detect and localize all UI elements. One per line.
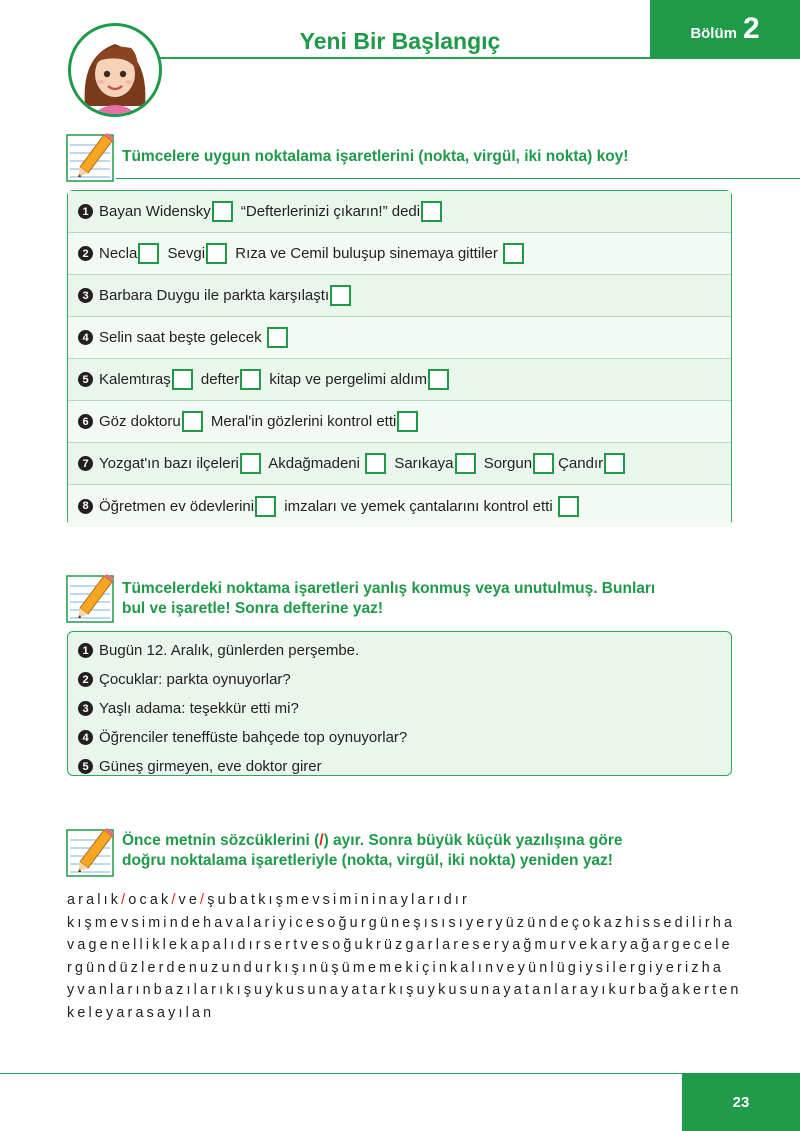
answer-box[interactable]: [604, 453, 625, 474]
answer-box[interactable]: [365, 453, 386, 474]
item-number: 7: [78, 456, 93, 471]
answer-box[interactable]: [182, 411, 203, 432]
section-3-header: [66, 828, 800, 880]
item-number: 5: [78, 759, 93, 774]
item-text: Güneş girmeyen, eve doktor girer: [99, 758, 322, 775]
item-number: 2: [78, 246, 93, 261]
exercise-item: [68, 233, 731, 275]
section-3-instruction: [122, 831, 780, 871]
slash-mark: /: [200, 892, 208, 908]
item-text: Öğretmen ev ödevlerini: [99, 497, 255, 515]
instruction-line: doğru noktalama işaretleriyle (nokta, virgül, iki nokta) yeniden yaz!: [122, 852, 613, 869]
item-number: 3: [78, 288, 93, 303]
answer-box[interactable]: [558, 496, 579, 517]
answer-box[interactable]: [172, 369, 193, 390]
answer-box[interactable]: [330, 285, 351, 306]
word: ocak: [128, 892, 172, 908]
answer-box[interactable]: [455, 453, 476, 474]
item-text: Çocuklar: parkta oynuyorlar?: [99, 671, 291, 688]
slash-mark: /: [319, 832, 324, 849]
item-text: Barbara Duygu ile parkta karşılaştı: [99, 287, 330, 304]
word: şubatkışmevsimininaylarıdır: [207, 892, 471, 908]
item-text: Kalemtıraş: [99, 371, 171, 388]
notebook-pencil-icon: [66, 828, 116, 878]
instruction-text: ) ayır. Sonra büyük küçük yazılışına göre: [323, 832, 623, 849]
item-number: 6: [78, 414, 93, 429]
instruction-text: Önce metnin sözcüklerini (: [122, 832, 320, 849]
item-number: 1: [78, 643, 93, 658]
exercise-item: [78, 636, 731, 665]
item-text: Meral'in gözlerini kontrol etti: [206, 413, 397, 430]
answer-box[interactable]: [240, 453, 261, 474]
word: aralık: [67, 892, 122, 908]
girl-avatar-illustration: [68, 23, 162, 117]
answer-box[interactable]: [503, 243, 524, 264]
exercise-item: [78, 752, 731, 781]
item-text: defter: [196, 371, 240, 388]
exercise-item: [68, 317, 731, 359]
item-number: 2: [78, 672, 93, 687]
exercise-item: [68, 401, 731, 443]
answer-box[interactable]: [138, 243, 159, 264]
item-text: Selin saat beşte gelecek: [99, 329, 266, 346]
slash-mark: /: [171, 892, 179, 908]
page-number: 23: [682, 1073, 800, 1131]
item-number: 4: [78, 330, 93, 345]
item-text: Göz doktoru: [99, 413, 181, 430]
chapter-number: 2: [742, 12, 760, 45]
answer-box[interactable]: [240, 369, 261, 390]
item-text: Öğrenciler teneffüste bahçede top oynuyorlar?: [99, 729, 408, 746]
chapter-label: Bölüm: [690, 24, 737, 42]
exercise-item: [78, 665, 731, 694]
exercise-item: [68, 359, 731, 401]
text-line: keleyarasayılan: [67, 1004, 215, 1021]
item-number: 5: [78, 372, 93, 387]
item-number: 8: [78, 499, 93, 514]
answer-box[interactable]: [397, 411, 418, 432]
exercise-1-box: [67, 190, 732, 526]
item-text: Bugün 12. Aralık, günlerden perşembe.: [99, 642, 360, 659]
item-text: Rıza ve Cemil buluşup sinemaya gittiler: [231, 245, 503, 262]
section-1-header: [66, 133, 800, 185]
answer-box[interactable]: [267, 327, 288, 348]
section-2-instruction: [122, 579, 780, 619]
answer-box[interactable]: [428, 369, 449, 390]
notebook-pencil-icon: [66, 574, 116, 624]
item-text: Akdağmadeni: [264, 455, 365, 472]
section-1-instruction: Tümcelere uygun noktalama işaretlerini (nokta, virgül, iki nokta) koy!: [122, 148, 629, 165]
notebook-pencil-icon: [66, 133, 116, 183]
text-line: vagenelliklekapalıdırsertvesoğukrüzgarlareseryağmurvekaryağargecele: [67, 937, 733, 954]
slash-mark: /: [121, 892, 129, 908]
instruction-line: bul ve işaretle! Sonra defterine yaz!: [122, 600, 384, 617]
item-text: Yozgat'ın bazı ilçeleri: [99, 455, 239, 472]
text-line: rgündüzlerdenuzundurkışınüşümemekiçinkalınveyünlügiysilergiyerizha: [67, 959, 725, 976]
answer-box[interactable]: [212, 201, 233, 222]
text-line: yvanlarınbazılarıkışuykusunayatarkışuykusunayatanlarayıkurbağakerten: [67, 982, 742, 999]
item-text: Yaşlı adama: teşekkür etti mi?: [99, 700, 299, 717]
section-rule: [116, 178, 800, 179]
exercise-item: [78, 694, 731, 723]
item-text: Çandır: [558, 455, 604, 472]
answer-box[interactable]: [533, 453, 554, 474]
item-text: kitap ve pergelimi aldım: [265, 371, 427, 388]
item-text: imzaları ve yemek çantalarını kontrol etti: [280, 497, 557, 515]
item-text: Necla: [99, 245, 138, 262]
item-number: 1: [78, 204, 93, 219]
page-title: Yeni Bir Başlangıç: [299, 28, 501, 54]
exercise-item: [68, 443, 731, 485]
text-line: kışmevsimindehavalariyicesoğurgüneşısısıyeryüzündeçokazhissedilirha: [67, 914, 736, 931]
answer-box[interactable]: [421, 201, 442, 222]
instruction-line: [122, 831, 780, 851]
exercise-item: [68, 275, 731, 317]
exercise-item: [68, 191, 731, 233]
answer-box[interactable]: [206, 243, 227, 264]
item-text: Sevgi: [163, 245, 206, 262]
item-text: Bayan Widensky: [99, 203, 211, 220]
item-text: “Defterlerinizi çıkarın!” dedi: [236, 203, 421, 220]
unspaced-text-block: [67, 889, 747, 1025]
exercise-item: [78, 723, 731, 752]
item-text: Sorgun: [479, 455, 533, 472]
footer-rule: [0, 1073, 682, 1074]
word: ve: [178, 892, 201, 908]
chapter-badge: [650, 0, 800, 58]
exercise-2-box: [67, 631, 732, 776]
exercise-item: [68, 485, 731, 527]
item-number: 4: [78, 730, 93, 745]
instruction-line: Tümcelerdeki noktama işaretleri yanlış konmuş veya unutulmuş. Bunları: [122, 580, 656, 597]
item-text: Sarıkaya: [390, 455, 454, 472]
answer-box[interactable]: [255, 496, 276, 517]
item-number: 3: [78, 701, 93, 716]
text-line: [67, 889, 747, 912]
section-2-header: [66, 574, 800, 626]
